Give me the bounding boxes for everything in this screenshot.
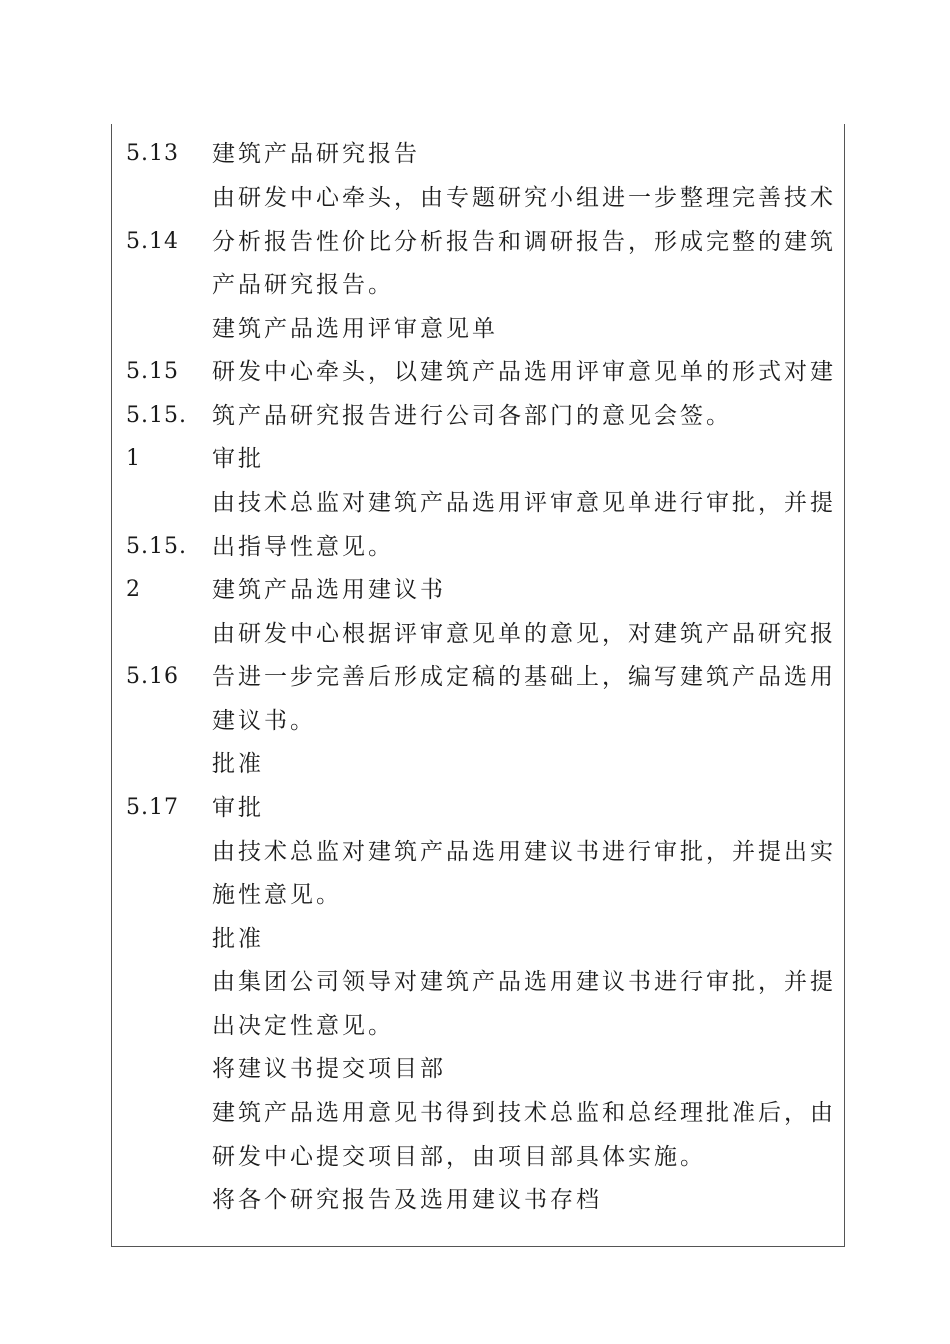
text-line: 审批 <box>212 795 264 821</box>
text-line: 审批 <box>212 446 264 472</box>
text-line: 研发中心牵头，以建筑产品选用评审意见单的形式对建 <box>212 359 836 385</box>
text-line: 建议书。 <box>212 708 316 734</box>
section-number: 1 <box>126 446 141 471</box>
text-line: 由研发中心根据评审意见单的意见，对建筑产品研究报 <box>212 621 836 647</box>
section-number: 5.14 <box>126 229 179 254</box>
text-line: 将建议书提交项目部 <box>212 1056 446 1082</box>
text-line: 建筑产品选用建议书 <box>212 577 446 603</box>
text-line: 批准 <box>212 926 264 952</box>
text-line: 将各个研究报告及选用建议书存档 <box>212 1187 602 1213</box>
section-number: 5.16 <box>126 664 179 689</box>
text-line: 施性意见。 <box>212 882 342 908</box>
section-number: 2 <box>126 577 141 602</box>
text-line: 分析报告性价比分析报告和调研报告，形成完整的建筑 <box>212 229 836 255</box>
text-line: 出指导性意见。 <box>212 534 394 560</box>
text-line: 筑产品研究报告进行公司各部门的意见会签。 <box>212 403 732 429</box>
text-line: 由集团公司领导对建筑产品选用建议书进行审批，并提 <box>212 969 836 995</box>
section-number: 5.15 <box>126 359 179 384</box>
text-line: 建筑产品研究报告 <box>212 141 420 167</box>
section-number: 5.15. <box>126 534 187 559</box>
text-line: 批准 <box>212 751 264 777</box>
section-number: 5.17 <box>126 795 179 820</box>
text-line: 由技术总监对建筑产品选用评审意见单进行审批，并提 <box>212 490 836 516</box>
text-line: 由技术总监对建筑产品选用建议书进行审批，并提出实 <box>212 839 836 865</box>
section-number: 5.15. <box>126 403 187 428</box>
text-line: 建筑产品选用意见书得到技术总监和总经理批准后，由 <box>212 1100 836 1126</box>
text-line: 建筑产品选用评审意见单 <box>212 316 498 342</box>
text-line: 出决定性意见。 <box>212 1013 394 1039</box>
text-line: 研发中心提交项目部，由项目部具体实施。 <box>212 1144 706 1170</box>
text-line: 由研发中心牵头，由专题研究小组进一步整理完善技术 <box>212 185 836 211</box>
text-line: 告进一步完善后形成定稿的基础上，编写建筑产品选用 <box>212 664 836 690</box>
section-number: 5.13 <box>126 141 179 166</box>
text-line: 产品研究报告。 <box>212 272 394 298</box>
